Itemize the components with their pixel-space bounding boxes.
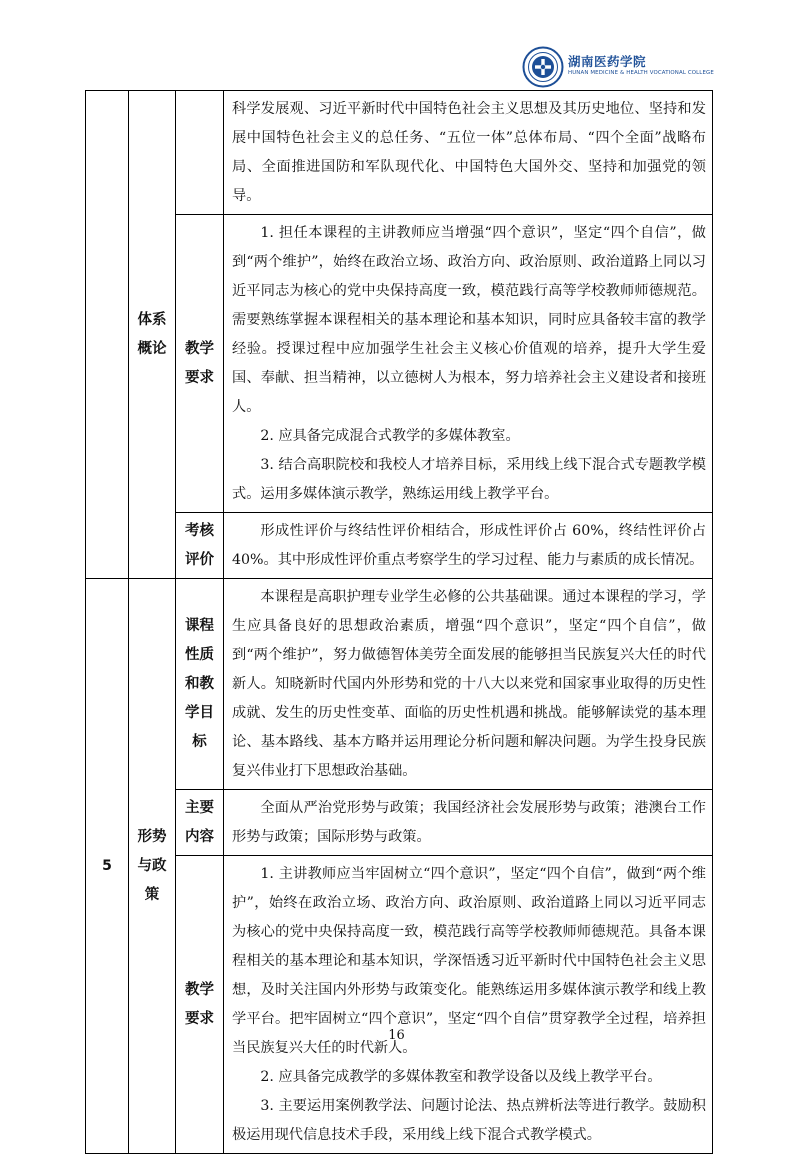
course5-neirong-content	[224, 790, 713, 856]
course4-kaohe-content	[224, 513, 713, 579]
course5-xingzhi-label	[176, 579, 224, 790]
table-row	[86, 856, 713, 1154]
course5-xingzhi-content	[224, 579, 713, 790]
college-logo	[522, 46, 722, 90]
course5-xingzhi-text: 本课程是高职护理专业学生必修的公共基础课。通过本课程的学习，学生应具备良好的思想政治素质，增强“四个意识”，坚定“四个自信”，做到“两个维护”，努力做德智体美劳全面发展的能够担当民族复兴大任的时代新人。知晓新时代国内外形势和党的十八大以来党和国家事业取得的历史性成就、发生的历史性变革、面临的历史性机遇和挑战。能够解读党的基本理论、基本路线、基本方略并运用理论分析问题和解决问题。为学生投身民族复兴伟业打下思想政治基础。	[232, 589, 706, 779]
school-name-en: HUNAN MEDICINE & HEALTH VOCATIONAL COLLEGE	[568, 70, 714, 76]
course4-jiaoxue-p3: 3. 结合高职院校和我校人才培养目标，采用线上线下混合式专题教学模式。运用多媒体演示教学，熟练运用线上教学平台。	[232, 457, 706, 502]
course4-jiaoxue-label	[176, 215, 224, 513]
label-line: 教学	[185, 981, 214, 998]
course5-jiaoxue-p1: 1. 主讲教师应当牢固树立“四个意识”，坚定“四个自信”，做到“两个维护”，始终在政治立场、政治方向、政治原则、政治道路上同以习近平同志为核心的党中央保持高度一致，模范践行高等学校教师师德规范。具备本课程相关的基本理论和基本知识，学深悟透习近平新时代中国特色社会主义思想，及时关注国内外形势与政策变化。能熟练运用多媒体演示教学和线上教学平台。把牢固树立“四个意识”，坚定“四个自信”贯穿教学全过程，培养担当民族复兴大任的时代新人。	[232, 866, 706, 1056]
school-name-cn: 湖南医药学院	[568, 54, 647, 69]
course5-neirong-text: 全面从严治党形势与政策；我国经济社会发展形势与政策；港澳台工作形势与政策；国际形势与政策。	[232, 800, 706, 845]
table-row	[86, 215, 713, 513]
course4-tixi-text: 科学发展观、习近平新时代中国特色社会主义思想及其历史地位、坚持和发展中国特色社会主义的总任务、“五位一体”总体布局、“四个全面”战略布局、全面推进国防和军队现代化、中国特色大国外交、坚持和加强党的领导。	[232, 101, 706, 204]
label-line: 课程	[185, 617, 214, 634]
course4-kaohe-text: 形成性评价与终结性评价相结合，形成性评价占 60%，终结性评价占 40%。其中形成性评价重点考察学生的学习过程、能力与素质的成长情况。	[232, 523, 706, 568]
course5-jiaoxue-label	[176, 856, 224, 1154]
label-line: 要求	[185, 369, 214, 386]
course4-name-line: 体系	[137, 311, 167, 328]
course5-name-line: 与政	[137, 857, 167, 874]
table-row	[86, 579, 713, 790]
course5-jiaoxue-p2: 2. 应具备完成教学的多媒体教室和教学设备以及线上教学平台。	[260, 1069, 662, 1085]
label-line: 教学	[185, 340, 214, 357]
label-line: 标	[192, 733, 207, 750]
table-row	[86, 790, 713, 856]
course4-kaohe-label	[176, 513, 224, 579]
course5-number: 5	[86, 579, 129, 1154]
table-row	[86, 91, 713, 215]
label-line: 评价	[185, 551, 214, 568]
course4-jiaoxue-content	[224, 215, 713, 513]
course-table	[85, 90, 713, 1154]
course5-name-line: 形势	[137, 828, 167, 845]
label-line: 要求	[185, 1010, 214, 1027]
college-emblem-icon	[522, 46, 564, 88]
course5-name-line: 策	[144, 886, 160, 903]
page-number: 16	[388, 1028, 405, 1043]
course4-tixi-content	[224, 91, 713, 215]
course5-name-cell	[129, 579, 176, 1154]
course5-neirong-label	[176, 790, 224, 856]
course4-tixi-label-cell	[176, 91, 224, 215]
label-line: 考核	[185, 522, 214, 539]
label-line: 主要	[185, 799, 214, 816]
label-line: 学目	[185, 704, 214, 721]
label-line: 内容	[185, 828, 214, 845]
course4-number-cell	[86, 91, 129, 579]
label-line: 和教	[185, 675, 214, 692]
course5-jiaoxue-content	[224, 856, 713, 1154]
course5-jiaoxue-p3: 3. 主要运用案例教学法、问题讨论法、热点辨析法等进行教学。鼓励积极运用现代信息技术手段，采用线上线下混合式教学模式。	[232, 1098, 706, 1143]
label-line: 性质	[185, 646, 214, 663]
course4-jiaoxue-p1: 1. 担任本课程的主讲教师应当增强“四个意识”，坚定“四个自信”，做到“两个维护”，始终在政治立场、政治方向、政治原则、政治道路上同以习近平同志为核心的党中央保持高度一致，模范践行高等学校教师师德规范。需要熟练掌握本课程相关的基本理论和基本知识，同时应具备较丰富的教学经验。授课过程中应加强学生社会主义核心价值观的培养，提升大学生爱国、奉献、担当精神，以立德树人为根本，努力培养社会主义建设者和接班人。	[232, 225, 706, 415]
course4-jiaoxue-p2: 2. 应具备完成混合式教学的多媒体教室。	[260, 428, 520, 444]
table-row	[86, 513, 713, 579]
course4-name-cell	[129, 91, 176, 579]
course4-name-line: 概论	[137, 340, 167, 357]
